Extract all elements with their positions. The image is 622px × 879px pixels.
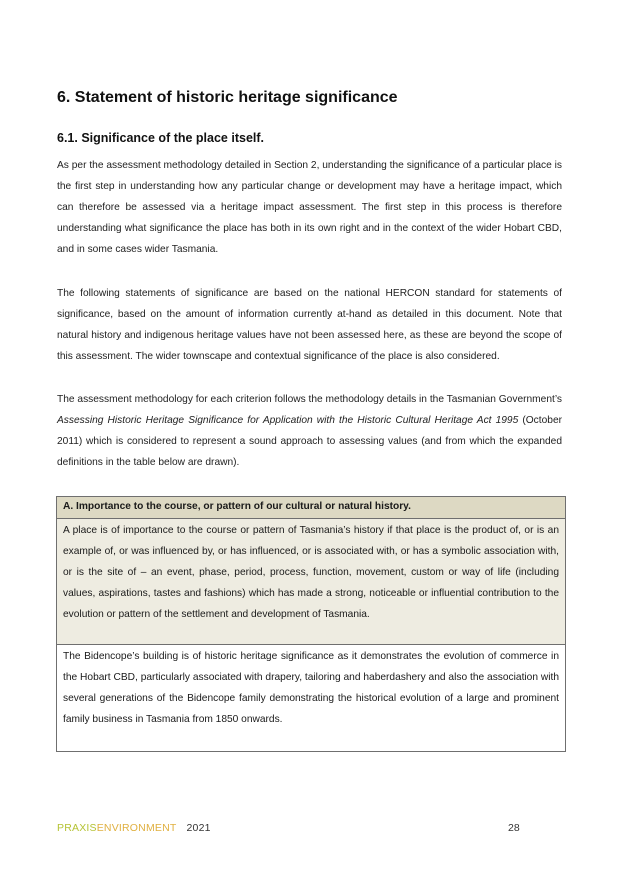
- paragraph-assessment: [57, 389, 562, 473]
- paragraph-assessment-before: The assessment methodology for each criterion follows the methodology details in the Tasmanian Government’s: [57, 394, 562, 405]
- section-heading: 6. Statement of historic heritage significance: [57, 89, 398, 106]
- criterion-statement: The Bidencope’s building is of historic heritage significance as it demonstrates the evolution of commerce in the Hobart CBD, particularly associated with drapery, tailoring and haberdashery and also the association with several generations of the Bidencope family demonstrating the historical evolution of a large and prominent family business in Tasmania from 1850 onwards.: [57, 645, 565, 751]
- brand-environment: ENVIRONMENT: [96, 822, 177, 834]
- paragraph-assessment-after: (October 2011) which is considered to represent a sound approach to assessing values (and from which the expanded definitions in the table below are drawn).: [57, 415, 562, 468]
- criterion-header: A. Importance to the course, or pattern of our cultural or natural history.: [57, 497, 565, 519]
- publication-title: Assessing Historic Heritage Significance for Application with the Historic Cultural Heritage Act 1995: [57, 415, 519, 426]
- paragraph-hercon: The following statements of significance are based on the national HERCON standard for statements of significance, based on the amount of information currently at-hand as detailed in this document. Note that natural history and indigenous heritage values have not been assessed here, as these are beyond the scope of this assessment. The wider townscape and contextual significance of the place is also considered.: [57, 288, 562, 362]
- page-number: 28: [508, 822, 520, 834]
- footer-brand: [57, 822, 211, 834]
- criterion-table: [56, 496, 566, 752]
- criterion-definition: A place is of importance to the course or pattern of Tasmania’s history if that place is the product of, or is an example of, or was influenced by, or has influenced, or is associated with, or has a symbolic association with, or is the site of – an event, phase, period, process, function, movement, custom or way of life (including values, aspirations, tastes and fashions) which has made a strong, noticeable or influential contribution to the evolution or pattern of the settlement and development of Tasmania.: [57, 519, 565, 645]
- subsection-heading: 6.1. Significance of the place itself.: [57, 131, 265, 145]
- paragraph-methodology: As per the assessment methodology detailed in Section 2, understanding the significance of a particular place is the first step in understanding how any particular change or development may have a heritage impact, which can therefore be assessed via a heritage impact assessment. The first step in this process is therefore understanding what significance the place has both in its own right and in the context of the wider Hobart CBD, and in some cases wider Tasmania.: [57, 160, 562, 255]
- brand-praxis: PRAXIS: [57, 822, 97, 834]
- footer-year: 2021: [186, 822, 211, 834]
